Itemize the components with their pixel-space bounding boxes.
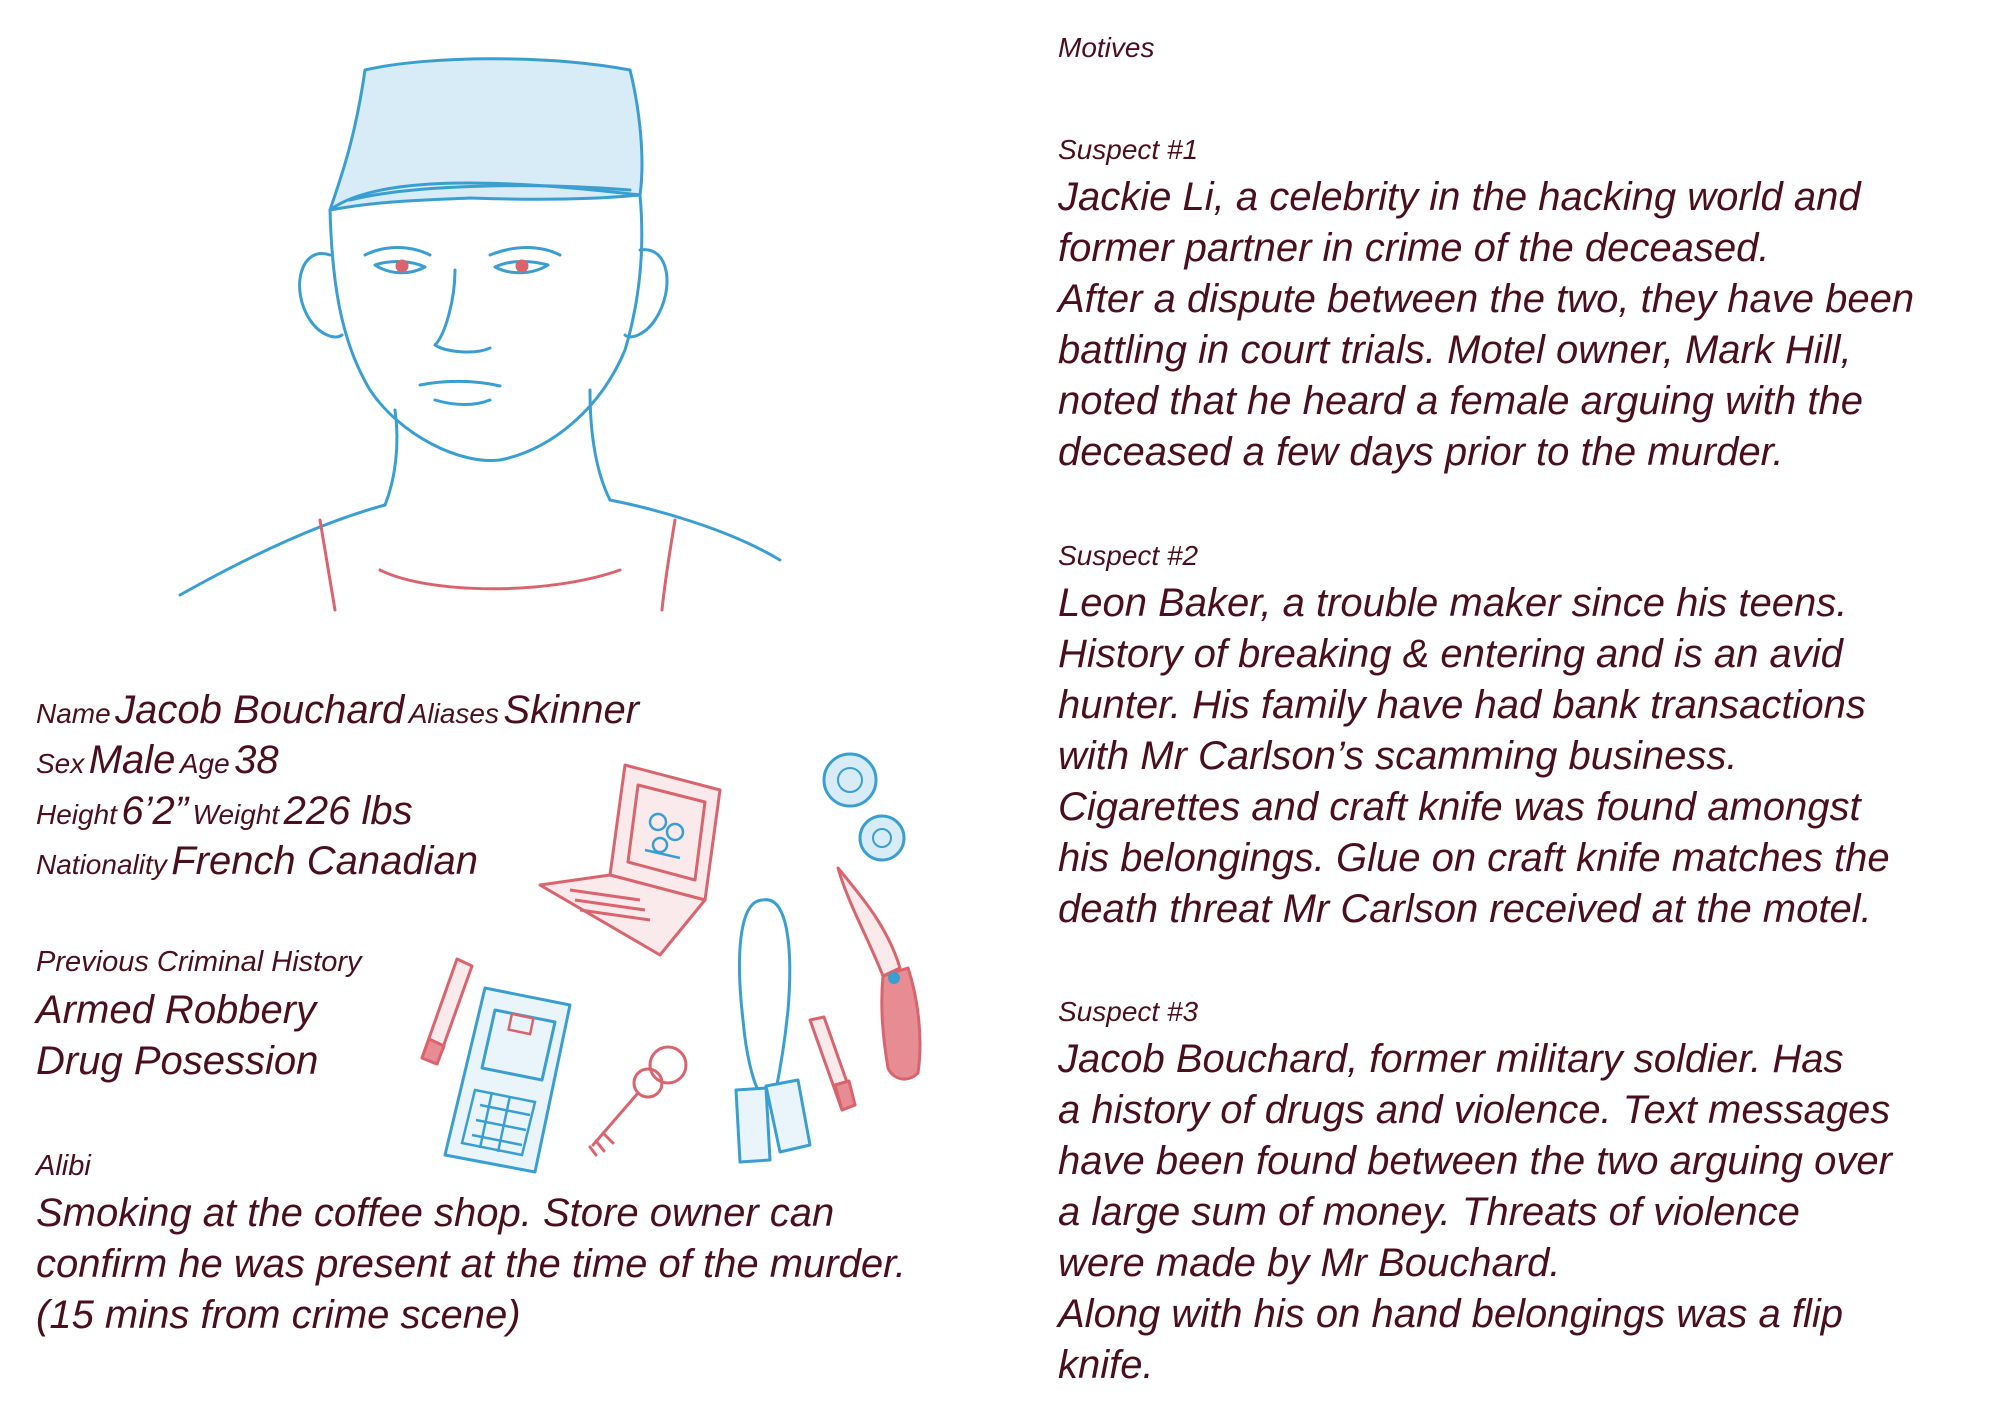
sex-value: Male	[88, 738, 176, 782]
nationality-value: French Canadian	[171, 839, 479, 883]
suspect-line: deceased a few days prior to the murder.	[1058, 430, 1784, 474]
alibi-line: Smoking at the coffee shop. Store owner can	[36, 1191, 835, 1235]
suspect-line: with Mr Carlson’s scamming business.	[1058, 734, 1738, 778]
suspect-line: Jacob Bouchard, former military soldier. Has	[1058, 1037, 1844, 1081]
height-value: 6’2”	[121, 789, 189, 833]
aliases-label: Aliases	[408, 698, 499, 729]
weight-label: Weight	[192, 799, 280, 830]
suspect-line: death threat Mr Carlson received at the motel.	[1058, 887, 1872, 931]
name-label: Name	[36, 698, 111, 729]
age-value: 38	[234, 738, 279, 782]
coin-icon	[812, 748, 922, 868]
aliases-value: Skinner	[503, 688, 640, 732]
suspect-description	[1058, 578, 1890, 935]
age-label: Age	[179, 748, 230, 779]
suspect-line: have been found between the two arguing over	[1058, 1139, 1892, 1183]
history-item: Armed Robbery	[36, 988, 317, 1032]
suspect-line: a large sum of money. Threats of violence	[1058, 1190, 1800, 1234]
alibi-line: (15 mins from crime scene)	[36, 1293, 521, 1337]
suspect-line: were made by Mr Bouchard.	[1058, 1241, 1561, 1285]
suspect-line: After a dispute between the two, they have been	[1058, 277, 1915, 321]
suspect-line: hunter. His family have had bank transactions	[1058, 683, 1866, 727]
suspect-label: Suspect #3	[1058, 996, 1199, 1027]
name-value: Jacob Bouchard	[115, 688, 405, 732]
sex-label: Sex	[36, 748, 85, 779]
history-item: Drug Posession	[36, 1039, 319, 1083]
alibi-label: Alibi	[36, 1150, 91, 1182]
key-icon	[578, 1035, 703, 1165]
suspect-line: History of breaking & entering and is an avid	[1058, 632, 1843, 676]
suspect-line: his belongings. Glue on craft knife matches the	[1058, 836, 1890, 880]
suspect-description	[1058, 172, 1914, 478]
weight-value: 226 lbs	[283, 789, 413, 833]
nationality-label: Nationality	[36, 849, 167, 880]
motives-heading: Motives	[1058, 32, 1155, 63]
suspect-line: former partner in crime of the deceased.	[1058, 226, 1770, 270]
suspect-line: Jackie Li, a celebrity in the hacking world and	[1058, 175, 1861, 219]
suspect-line: knife.	[1058, 1343, 1154, 1387]
suspect-line: battling in court trials. Motel owner, Mark Hill,	[1058, 328, 1852, 372]
alibi-line: confirm he was present at the time of the murder.	[36, 1242, 907, 1286]
suspect-line: a history of drugs and violence. Text messages	[1058, 1088, 1891, 1132]
suspect-description	[1058, 1034, 1892, 1391]
suspect-line: Leon Baker, a trouble maker since his teens.	[1058, 581, 1848, 625]
laptop-icon	[530, 750, 740, 960]
flip-phone-icon	[430, 980, 580, 1180]
portrait-illustration	[170, 50, 790, 620]
suspect-line: Along with his on hand belongings was a flip	[1058, 1292, 1843, 1336]
history-label: Previous Criminal History	[36, 946, 362, 978]
suspect-label: Suspect #1	[1058, 134, 1199, 165]
suspect-line: noted that he heard a female arguing with the	[1058, 379, 1863, 423]
suspect-line: Cigarettes and craft knife was found amongst	[1058, 785, 1861, 829]
dog-tags-icon	[718, 890, 828, 1170]
suspect-label: Suspect #2	[1058, 540, 1199, 571]
height-label: Height	[36, 799, 117, 830]
